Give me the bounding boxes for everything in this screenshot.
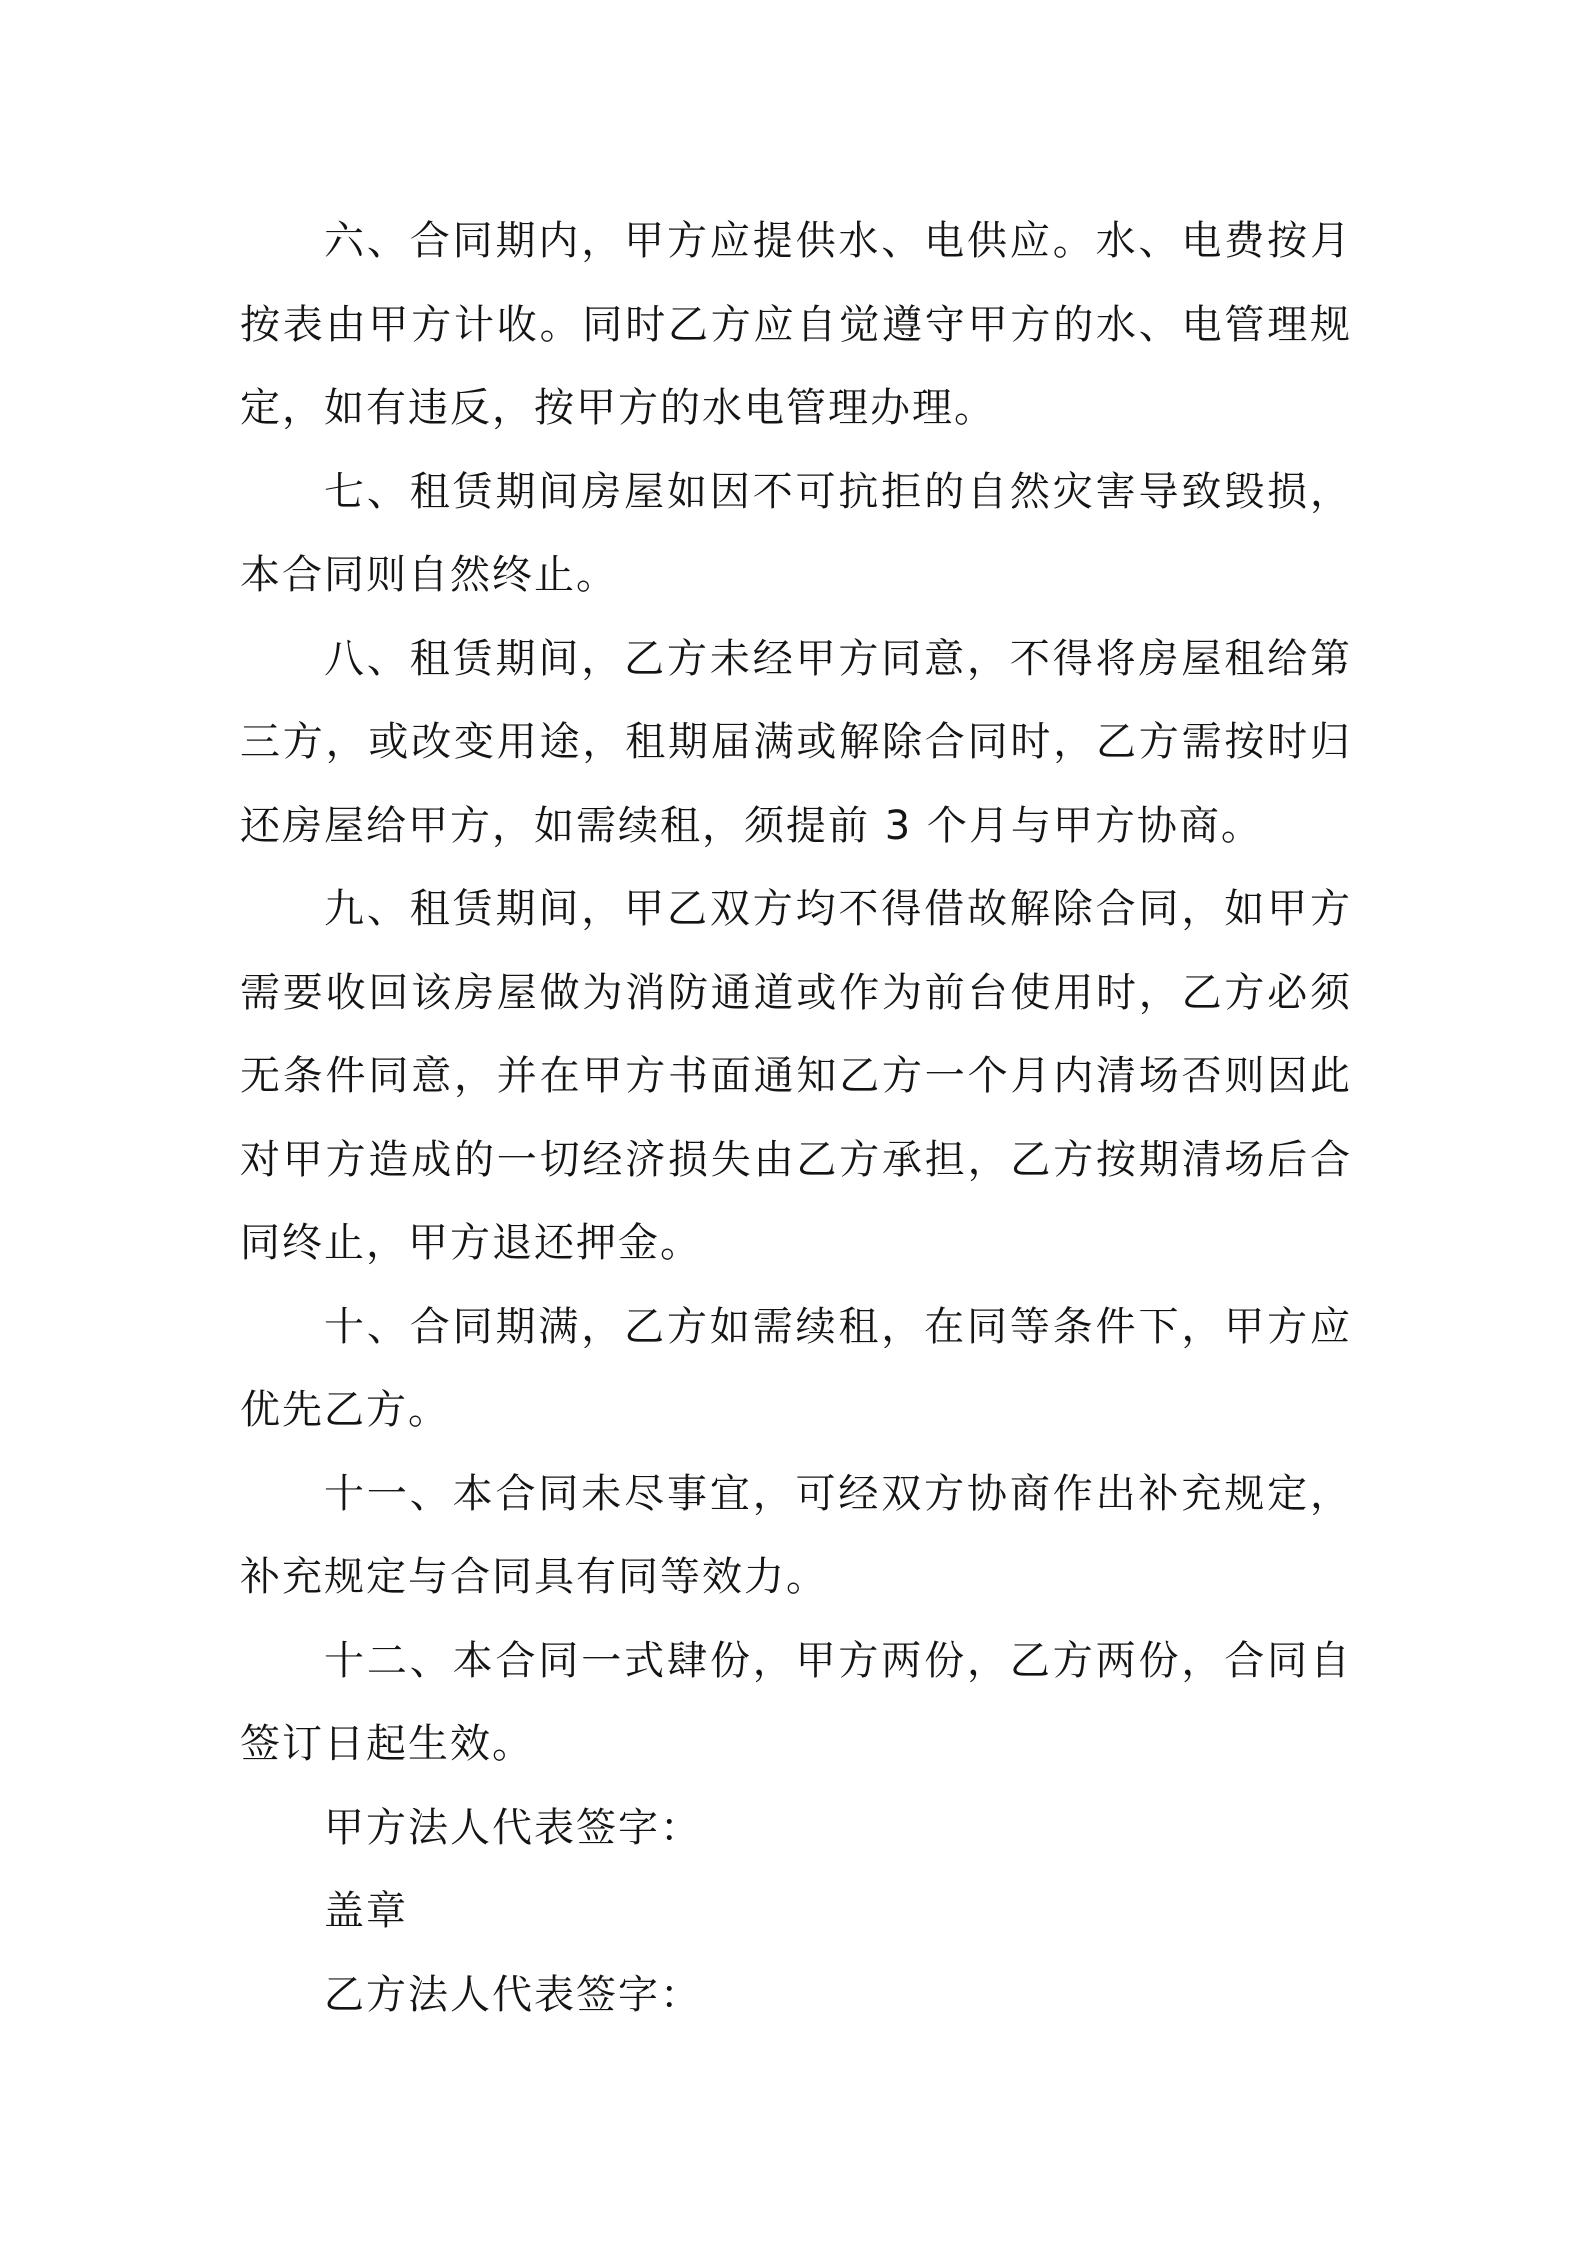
clause-7: 七、租赁期间房屋如因不可抗拒的自然灾害导致毁损，本合同则自然终止。 <box>240 468 1352 598</box>
party-b-signature-label: 乙方法人代表签字： <box>324 1971 702 2018</box>
party-a-signature-label: 甲方法人代表签字： <box>324 1804 702 1851</box>
clause-12: 十二、本合同一式肆份，甲方两份，乙方两份，合同自签订日起生效。 <box>240 1637 1352 1767</box>
clause-9: 九、租赁期间，甲乙双方均不得借故解除合同，如甲方需要收回该房屋做为消防通道或作为前台使用时，乙方必须无条件同意，并在甲方书面通知乙方一个月内清场否则因此对甲方造成的一切经济损失由乙方承担，乙方按期清场后合同终止，甲方退还押金。 <box>240 886 1352 1266</box>
contract-page <box>240 200 1352 2037</box>
seal-label: 盖章 <box>324 1888 408 1934</box>
clause-11: 十一、本合同未尽事宜，可经双方协商作出补充规定，补充规定与合同具有同等效力。 <box>240 1470 1352 1600</box>
clause-10: 十、合同期满，乙方如需续租，在同等条件下，甲方应优先乙方。 <box>240 1303 1352 1433</box>
clause-6: 六、合同期内，甲方应提供水、电供应。水、电费按月按表由甲方计收。同时乙方应自觉遵守甲方的水、电管理规定，如有违反，按甲方的水电管理办理。 <box>240 218 1352 431</box>
clause-8: 八、租赁期间，乙方未经甲方同意，不得将房屋租给第三方，或改变用途，租期届满或解除合同时，乙方需按时归还房屋给甲方，如需续租，须提前 3 个月与甲方协商。 <box>240 635 1352 849</box>
